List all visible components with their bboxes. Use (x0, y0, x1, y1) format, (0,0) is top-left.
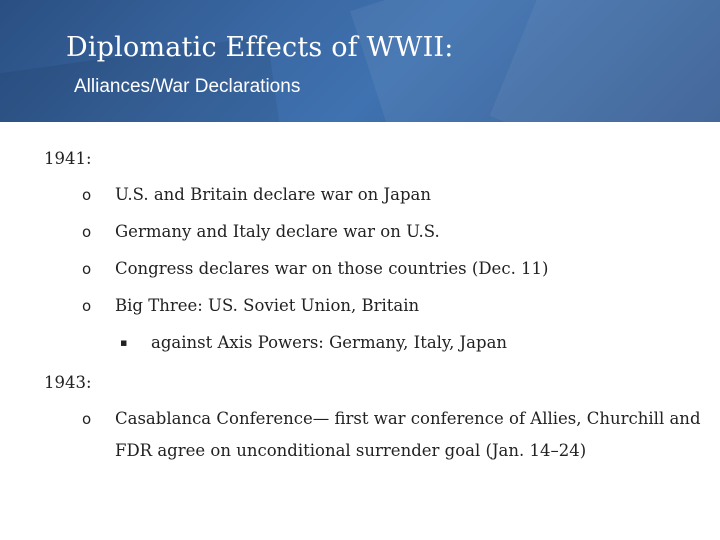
list-item-text: Germany and Italy declare war on U.S. (115, 222, 440, 241)
slide-title: Diplomatic Effects of WWII: (66, 32, 454, 63)
slide-subtitle: Alliances/War Declarations (74, 76, 301, 97)
hollow-circle-bullet-icon: o (82, 410, 92, 428)
title-banner (0, 0, 720, 122)
list-item-continuation: FDR agree on unconditional surrender goal (Jan. 14–24) (115, 441, 587, 460)
list-item-text: Casablanca Conference— first war conference of Allies, Churchill and (115, 409, 701, 428)
hollow-circle-bullet-icon: o (82, 260, 92, 278)
list-item-text: Congress declares war on those countries (Dec. 11) (115, 259, 549, 278)
square-bullet-icon: ▪ (120, 336, 128, 349)
hollow-circle-bullet-icon: o (82, 186, 92, 204)
section-label-1941: 1941: (44, 149, 92, 168)
hollow-circle-bullet-icon: o (82, 223, 92, 241)
sub-list-item-text: against Axis Powers: Germany, Italy, Japan (151, 333, 508, 352)
hollow-circle-bullet-icon: o (82, 297, 92, 315)
section-label-1943: 1943: (44, 373, 92, 392)
list-item-text: U.S. and Britain declare war on Japan (115, 185, 431, 204)
list-item-text: Big Three: US. Soviet Union, Britain (115, 296, 420, 315)
